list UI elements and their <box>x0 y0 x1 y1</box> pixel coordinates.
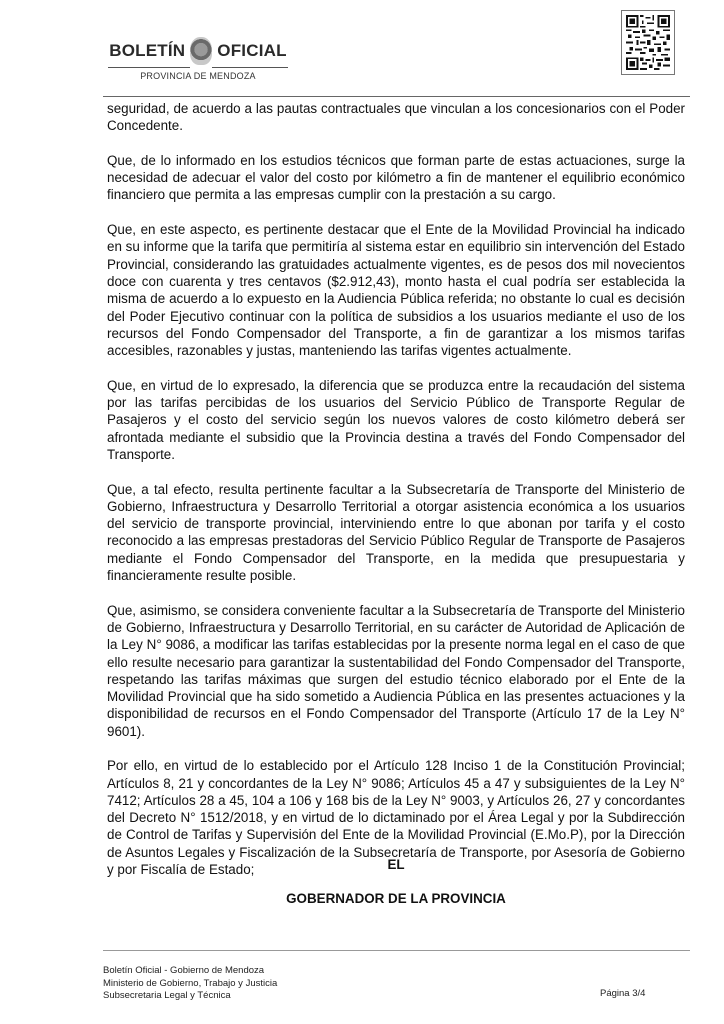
logo-subtitle: PROVINCIA DE MENDOZA <box>140 71 256 81</box>
paragraph: Que, de lo informado en los estudios técnicos que forman parte de estas actuaciones, surge la necesidad de adecuar el valor del costo por kilómetro a fin de mantener el equilibrio económico financiero que permita a las empresas cumplir con la prestación a su cargo. <box>107 152 685 203</box>
footer-info <box>103 965 277 1003</box>
logo-divider-left <box>108 67 190 68</box>
logo-word-oficial: OFICIAL <box>217 41 287 60</box>
paragraph: Que, asimismo, se considera conveniente facultar a la Subsecretaría de Transporte del Ministerio de Gobierno, Infraestructura y Desarrollo Territorial, en su carácter de Autoridad de Aplicación de la Ley N° 9086, a modificar las tarifas establecidas por la presente norma legal en el caso de que ello resulte necesario para garantizar la sustentabilidad del Fondo Compensador del Transporte, respetando las tarifas máximas que surgen del estudio técnico elaborado por el Ente de la Movilidad Provincial que ha sido sometido a Audiencia Pública en las presentes actuaciones y la disponibilidad de recursos en el Fondo Compensador del Transporte (Artículo 17 de la Ley N° 9601). <box>107 602 685 739</box>
qr-code-icon <box>621 10 675 75</box>
footer-line: Subsecretaria Legal y Técnica <box>103 990 231 1001</box>
heading-governor: GOBERNADOR DE LA PROVINCIA <box>286 891 506 906</box>
provincial-coat-of-arms-icon <box>190 37 212 65</box>
footer-line: Ministerio de Gobierno, Trabajo y Justicia <box>103 977 278 989</box>
paragraph: Por ello, en virtud de lo establecido por el Artículo 128 Inciso 1 de la Constitución Provincial; Artículos 8, 21 y concordantes de la Ley N° 9086; Artículos 45 a 47 y subsiguientes de la Ley N° 7412; Artículos 28 a 45, 104 a 106 y 168 bis de la Ley N° 9003, y Artículos 26, 27 y concordantes del Decreto N° 1512/2018, y en virtud de lo dictaminado por el Área Legal y por la Subdirección de Control de Tarifas y Supervisión del Ente de la Movilidad Provincial (E.Mo.P), por la Dirección de Asuntos Legales y Fiscalización de la Subsecretaría de Transporte, por Asesoría de Gobierno y por Fiscalía de Estado; <box>107 758 685 878</box>
page-number: Página 3/4 <box>600 988 646 999</box>
document-body <box>107 100 685 896</box>
heading-el: EL <box>387 857 405 872</box>
paragraph: Que, en virtud de lo expresado, la diferencia que se produzca entre la recaudación del sistema por las tarifas percibidas de los usuarios del Servicio Público de Transporte Regular de Pasajeros y el costo del servicio según los nuevos valores de costo kilómetro deberá ser afrontada mediante el subsidio que la Provincia destina a través del Fondo Compensador del Transporte. <box>107 377 685 462</box>
paragraph: seguridad, de acuerdo a las pautas contractuales que vinculan a los concesionarios con el Poder Concedente. <box>107 101 685 134</box>
paragraph: Que, en este aspecto, es pertinente destacar que el Ente de la Movilidad Provincial ha indicado en su informe que la tarifa que permitiría al sistema estar en equilibrio sin intervención del Estado Provincial, considerando las gratuidades actualmente vigentes, es de pesos dos mil novecientos doce con cuarenta y tres centavos ($2.912,43), monto hasta el cual podría ser establecida la misma de acuerdo a lo expuesto en la Audiencia Pública referida; no obstante lo cual es decisión del Poder Ejecutivo continuar con la política de subsidios a los usuarios mediante el uso de los recursos del Fondo Compensador del Transporte, a fin de garantizar a los mismos tarifas accesibles, razonables y justas, manteniendo las tarifas vigentes actualmente. <box>107 222 685 359</box>
boletin-oficial-logo <box>108 36 288 86</box>
header-divider <box>103 96 690 97</box>
footer-line: Boletín Oficial - Gobierno de Mendoza <box>103 965 265 976</box>
footer-divider <box>103 950 690 951</box>
logo-divider-right <box>212 67 288 68</box>
paragraph: Que, a tal efecto, resulta pertinente facultar a la Subsecretaría de Transporte del Ministerio de Gobierno, Infraestructura y Desarrollo Territorial a otorgar asistencia económica a los usuarios del servicio de transporte provincial, interviniendo entre lo que abonan por tarifa y el costo reconocido a las empresas prestadoras del Servicio Público Regular de Transporte de Pasajeros mediante el Fondo Compensador del Transporte, en la medida que presupuestaria y financieramente resulte posible. <box>107 481 685 584</box>
logo-word-boletin: BOLETÍN <box>109 41 186 60</box>
